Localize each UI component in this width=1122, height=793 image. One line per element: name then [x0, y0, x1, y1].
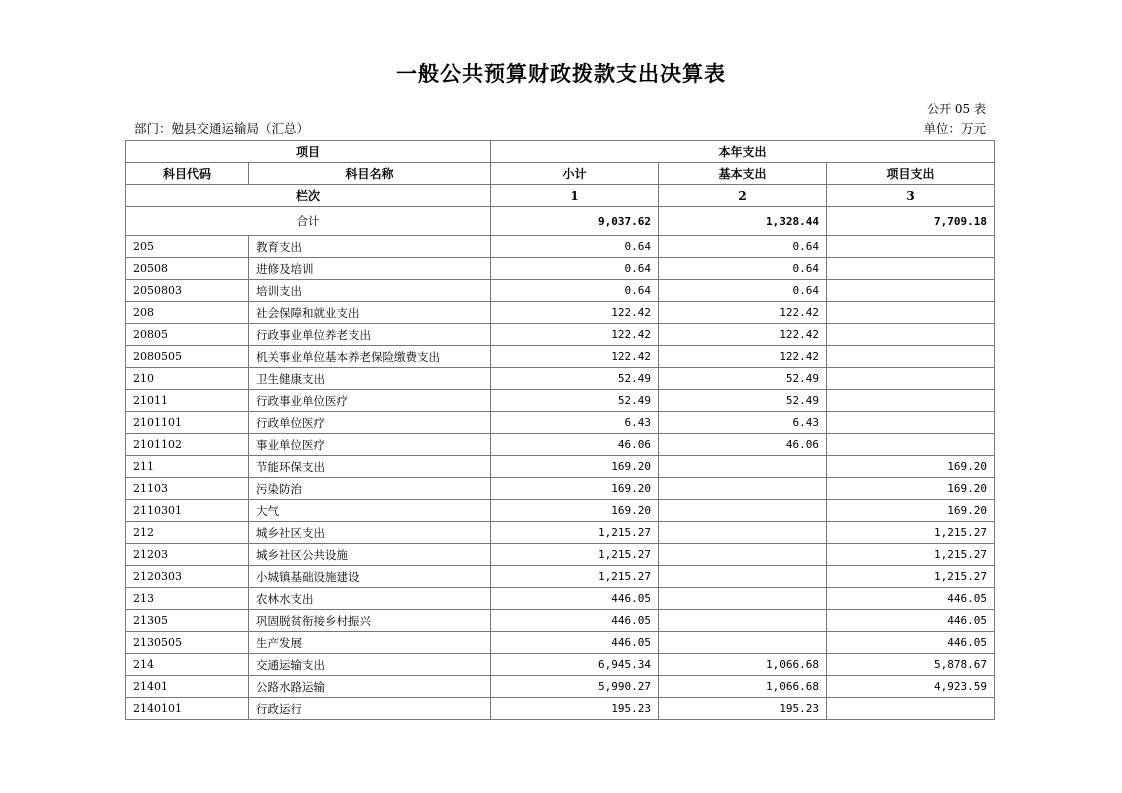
- row-code: 208: [126, 302, 249, 324]
- row-project: 446.05: [827, 588, 995, 610]
- header-basic: 基本支出: [659, 163, 827, 185]
- row-project: [827, 390, 995, 412]
- table-row: [126, 302, 995, 324]
- total-row: [126, 207, 995, 236]
- row-name: 行政事业单位养老支出: [249, 324, 491, 346]
- table-row: [126, 412, 995, 434]
- row-basic: [659, 610, 827, 632]
- row-name: 小城镇基础设施建设: [249, 566, 491, 588]
- row-code: 21011: [126, 390, 249, 412]
- table-row: [126, 588, 995, 610]
- row-basic: [659, 544, 827, 566]
- table-row: [126, 236, 995, 258]
- row-code: 21401: [126, 676, 249, 698]
- row-name: 卫生健康支出: [249, 368, 491, 390]
- index-1: 1: [491, 185, 659, 207]
- row-subtotal: 46.06: [491, 434, 659, 456]
- row-subtotal: 446.05: [491, 632, 659, 654]
- row-subtotal: 122.42: [491, 324, 659, 346]
- row-project: 446.05: [827, 632, 995, 654]
- page-title: 一般公共预算财政拨款支出决算表: [396, 61, 726, 86]
- row-project: 1,215.27: [827, 544, 995, 566]
- table-row: [126, 544, 995, 566]
- row-project: 1,215.27: [827, 566, 995, 588]
- header-project: 项目: [126, 141, 491, 163]
- row-project: [827, 280, 995, 302]
- row-name: 社会保障和就业支出: [249, 302, 491, 324]
- row-name: 机关事业单位基本养老保险缴费支出: [249, 346, 491, 368]
- row-basic: 52.49: [659, 368, 827, 390]
- table-row: [126, 434, 995, 456]
- table-row: [126, 346, 995, 368]
- row-code: 214: [126, 654, 249, 676]
- row-project: [827, 368, 995, 390]
- table-row: [126, 280, 995, 302]
- row-project: [827, 412, 995, 434]
- row-subtotal: 122.42: [491, 302, 659, 324]
- row-basic: [659, 500, 827, 522]
- row-subtotal: 1,215.27: [491, 566, 659, 588]
- row-name: 行政运行: [249, 698, 491, 720]
- table-row: [126, 258, 995, 280]
- table-row: [126, 698, 995, 720]
- total-project: 7,709.18: [827, 207, 995, 236]
- row-code: 210: [126, 368, 249, 390]
- row-code: 213: [126, 588, 249, 610]
- row-basic: 52.49: [659, 390, 827, 412]
- index-2: 2: [659, 185, 827, 207]
- row-basic: 46.06: [659, 434, 827, 456]
- header-current-year: 本年支出: [491, 141, 995, 163]
- row-basic: [659, 588, 827, 610]
- row-subtotal: 169.20: [491, 500, 659, 522]
- row-subtotal: 52.49: [491, 368, 659, 390]
- row-name: 生产发展: [249, 632, 491, 654]
- row-subtotal: 446.05: [491, 610, 659, 632]
- row-subtotal: 122.42: [491, 346, 659, 368]
- row-basic: 0.64: [659, 280, 827, 302]
- row-subtotal: 6,945.34: [491, 654, 659, 676]
- row-name: 巩固脱贫衔接乡村振兴: [249, 610, 491, 632]
- row-project: 4,923.59: [827, 676, 995, 698]
- row-basic: [659, 632, 827, 654]
- row-name: 事业单位医疗: [249, 434, 491, 456]
- table-row: [126, 368, 995, 390]
- row-subtotal: 52.49: [491, 390, 659, 412]
- row-code: 21103: [126, 478, 249, 500]
- row-project: 169.20: [827, 478, 995, 500]
- row-basic: 1,066.68: [659, 654, 827, 676]
- row-project: 169.20: [827, 456, 995, 478]
- row-basic: 1,066.68: [659, 676, 827, 698]
- row-basic: 122.42: [659, 346, 827, 368]
- row-basic: [659, 456, 827, 478]
- row-name: 城乡社区公共设施: [249, 544, 491, 566]
- table-row: [126, 676, 995, 698]
- header-subtotal: 小计: [491, 163, 659, 185]
- row-project: 1,215.27: [827, 522, 995, 544]
- row-basic: 0.64: [659, 236, 827, 258]
- row-name: 城乡社区支出: [249, 522, 491, 544]
- row-name: 大气: [249, 500, 491, 522]
- table-row: [126, 478, 995, 500]
- row-name: 行政事业单位医疗: [249, 390, 491, 412]
- table-row: [126, 500, 995, 522]
- row-name: 节能环保支出: [249, 456, 491, 478]
- table-row: [126, 522, 995, 544]
- row-code: 2050803: [126, 280, 249, 302]
- row-code: 2140101: [126, 698, 249, 720]
- row-code: 211: [126, 456, 249, 478]
- expenditure-table: [125, 140, 995, 720]
- row-subtotal: 5,990.27: [491, 676, 659, 698]
- row-code: 212: [126, 522, 249, 544]
- row-basic: 0.64: [659, 258, 827, 280]
- row-project: [827, 324, 995, 346]
- row-subtotal: 1,215.27: [491, 522, 659, 544]
- row-subtotal: 1,215.27: [491, 544, 659, 566]
- row-basic: 122.42: [659, 324, 827, 346]
- row-code: 21305: [126, 610, 249, 632]
- row-index-label: 栏次: [126, 185, 491, 207]
- row-basic: [659, 522, 827, 544]
- table-row: [126, 390, 995, 412]
- row-subtotal: 6.43: [491, 412, 659, 434]
- table-row: [126, 324, 995, 346]
- total-label: 合计: [126, 207, 491, 236]
- header-project-expense: 项目支出: [827, 163, 995, 185]
- row-code: 2101101: [126, 412, 249, 434]
- row-code: 2110301: [126, 500, 249, 522]
- row-subtotal: 0.64: [491, 236, 659, 258]
- row-name: 交通运输支出: [249, 654, 491, 676]
- row-project: [827, 434, 995, 456]
- row-code: 2120303: [126, 566, 249, 588]
- header-name: 科目名称: [249, 163, 491, 185]
- row-name: 培训支出: [249, 280, 491, 302]
- department-label: 部门：勉县交通运输局（汇总）: [134, 121, 310, 136]
- total-basic: 1,328.44: [659, 207, 827, 236]
- total-subtotal: 9,037.62: [491, 207, 659, 236]
- row-project: 169.20: [827, 500, 995, 522]
- row-project: 5,878.67: [827, 654, 995, 676]
- row-code: 2130505: [126, 632, 249, 654]
- row-subtotal: 0.64: [491, 258, 659, 280]
- row-name: 进修及培训: [249, 258, 491, 280]
- header-code: 科目代码: [126, 163, 249, 185]
- row-basic: 195.23: [659, 698, 827, 720]
- row-code: 205: [126, 236, 249, 258]
- row-project: [827, 236, 995, 258]
- row-project: [827, 698, 995, 720]
- row-basic: 6.43: [659, 412, 827, 434]
- row-subtotal: 169.20: [491, 456, 659, 478]
- row-code: 20508: [126, 258, 249, 280]
- row-name: 教育支出: [249, 236, 491, 258]
- table-row: [126, 566, 995, 588]
- table-row: [126, 610, 995, 632]
- row-code: 20805: [126, 324, 249, 346]
- row-code: 2080505: [126, 346, 249, 368]
- row-name: 行政单位医疗: [249, 412, 491, 434]
- row-name: 污染防治: [249, 478, 491, 500]
- table-row: [126, 456, 995, 478]
- row-basic: 122.42: [659, 302, 827, 324]
- row-project: [827, 302, 995, 324]
- row-subtotal: 169.20: [491, 478, 659, 500]
- row-project: 446.05: [827, 610, 995, 632]
- row-code: 2101102: [126, 434, 249, 456]
- row-subtotal: 446.05: [491, 588, 659, 610]
- index-3: 3: [827, 185, 995, 207]
- table-row: [126, 632, 995, 654]
- row-subtotal: 195.23: [491, 698, 659, 720]
- row-name: 公路水路运输: [249, 676, 491, 698]
- row-subtotal: 0.64: [491, 280, 659, 302]
- row-code: 21203: [126, 544, 249, 566]
- row-basic: [659, 478, 827, 500]
- row-name: 农林水支出: [249, 588, 491, 610]
- row-basic: [659, 566, 827, 588]
- form-number: 公开 05 表: [927, 102, 986, 116]
- table-row: [126, 654, 995, 676]
- row-project: [827, 346, 995, 368]
- row-project: [827, 258, 995, 280]
- unit-label: 单位：万元: [923, 121, 986, 136]
